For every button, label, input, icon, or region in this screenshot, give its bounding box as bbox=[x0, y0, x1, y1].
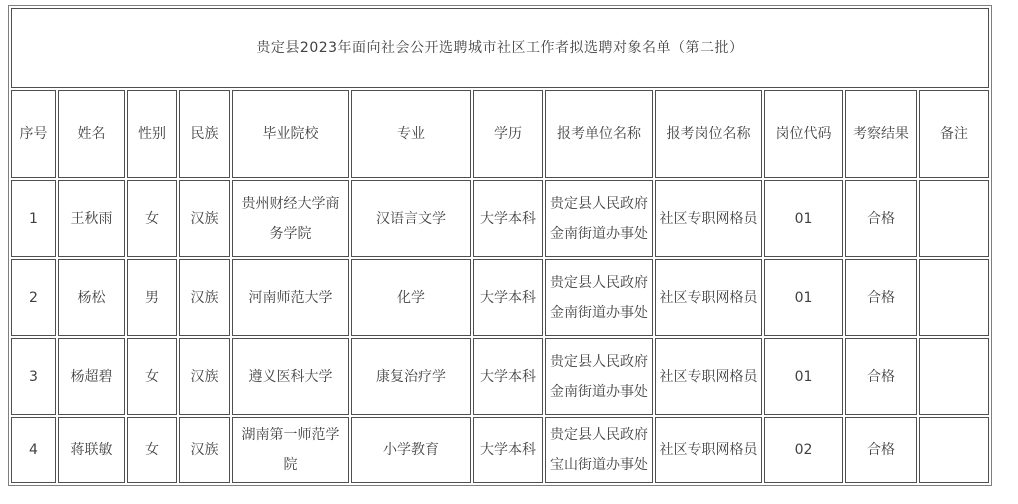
table-row bbox=[11, 417, 989, 483]
table-cell: 1 bbox=[11, 180, 56, 257]
table-cell: 湖南第一师范学院 bbox=[232, 417, 349, 483]
column-header: 序号 bbox=[11, 90, 56, 178]
table-cell: 合格 bbox=[845, 338, 917, 415]
table-cell: 合格 bbox=[845, 180, 917, 257]
table-cell: 男 bbox=[127, 259, 177, 336]
table-cell: 社区专职网格员 bbox=[655, 338, 762, 415]
table-cell: 合格 bbox=[845, 259, 917, 336]
column-header: 性别 bbox=[127, 90, 177, 178]
table-cell: 杨超碧 bbox=[58, 338, 125, 415]
table-cell: 女 bbox=[127, 417, 177, 483]
table-cell: 4 bbox=[11, 417, 56, 483]
table-cell: 贵定县人民政府宝山街道办事处 bbox=[545, 417, 653, 483]
column-header: 民族 bbox=[179, 90, 230, 178]
title-row bbox=[11, 8, 989, 88]
table-cell: 小学教育 bbox=[351, 417, 471, 483]
table-cell: 01 bbox=[764, 259, 843, 336]
table-cell: 贵州财经大学商务学院 bbox=[232, 180, 349, 257]
table-cell: 社区专职网格员 bbox=[655, 180, 762, 257]
column-header: 报考岗位名称 bbox=[655, 90, 762, 178]
table-cell: 3 bbox=[11, 338, 56, 415]
table-row bbox=[11, 338, 989, 415]
table-cell: 汉族 bbox=[179, 259, 230, 336]
column-header: 毕业院校 bbox=[232, 90, 349, 178]
roster-table bbox=[8, 5, 992, 486]
table-cell: 贵定县人民政府金南街道办事处 bbox=[545, 259, 653, 336]
column-header: 考察结果 bbox=[845, 90, 917, 178]
table-cell: 杨松 bbox=[58, 259, 125, 336]
column-header: 备注 bbox=[919, 90, 989, 178]
column-header: 学历 bbox=[473, 90, 543, 178]
table-cell: 大学本科 bbox=[473, 338, 543, 415]
table-cell bbox=[919, 180, 989, 257]
table-cell: 01 bbox=[764, 180, 843, 257]
table-cell bbox=[919, 338, 989, 415]
column-header: 姓名 bbox=[58, 90, 125, 178]
table-row bbox=[11, 180, 989, 257]
table-cell: 社区专职网格员 bbox=[655, 417, 762, 483]
table-cell: 贵定县人民政府金南街道办事处 bbox=[545, 180, 653, 257]
header-row bbox=[11, 90, 989, 178]
table-row bbox=[11, 259, 989, 336]
table-cell: 汉族 bbox=[179, 338, 230, 415]
column-header: 专业 bbox=[351, 90, 471, 178]
table-cell: 蒋联敏 bbox=[58, 417, 125, 483]
table-cell bbox=[919, 259, 989, 336]
table-cell: 大学本科 bbox=[473, 417, 543, 483]
table-cell: 汉族 bbox=[179, 180, 230, 257]
column-header: 报考单位名称 bbox=[545, 90, 653, 178]
table-cell: 遵义医科大学 bbox=[232, 338, 349, 415]
table-cell: 大学本科 bbox=[473, 180, 543, 257]
table-cell: 2 bbox=[11, 259, 56, 336]
table-cell: 02 bbox=[764, 417, 843, 483]
table-title: 贵定县2023年面向社会公开选聘城市社区工作者拟选聘对象名单（第二批） bbox=[11, 8, 989, 88]
table-cell: 大学本科 bbox=[473, 259, 543, 336]
table-cell: 女 bbox=[127, 338, 177, 415]
table-cell: 贵定县人民政府金南街道办事处 bbox=[545, 338, 653, 415]
table-cell: 01 bbox=[764, 338, 843, 415]
column-header: 岗位代码 bbox=[764, 90, 843, 178]
table-body bbox=[11, 180, 989, 483]
table-cell: 康复治疗学 bbox=[351, 338, 471, 415]
table-cell: 汉语言文学 bbox=[351, 180, 471, 257]
table-cell: 河南师范大学 bbox=[232, 259, 349, 336]
table-cell: 化学 bbox=[351, 259, 471, 336]
table-cell: 王秋雨 bbox=[58, 180, 125, 257]
table-cell: 女 bbox=[127, 180, 177, 257]
table-cell: 汉族 bbox=[179, 417, 230, 483]
table-cell bbox=[919, 417, 989, 483]
table-cell: 合格 bbox=[845, 417, 917, 483]
table-cell: 社区专职网格员 bbox=[655, 259, 762, 336]
